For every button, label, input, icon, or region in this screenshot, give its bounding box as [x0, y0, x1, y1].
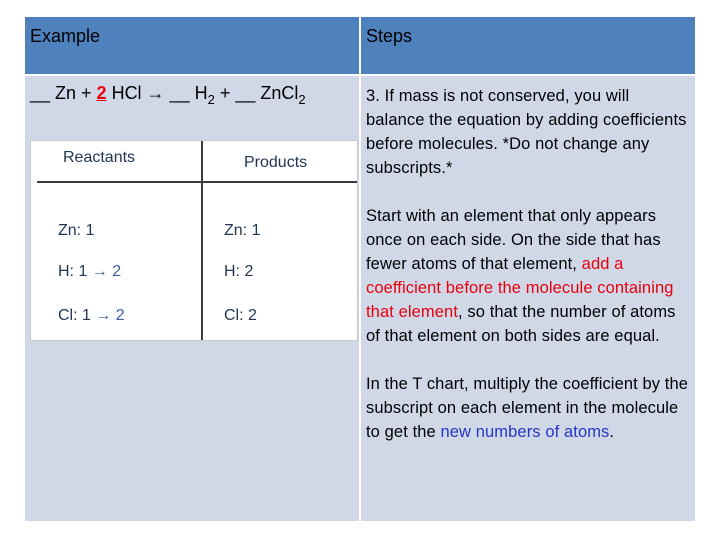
reactant-row: H: 1 → 2	[58, 263, 122, 280]
hcl-coefficient: 2	[96, 83, 107, 103]
h2-subscript: 2	[207, 92, 215, 107]
t-chart-horizontal-line	[37, 181, 357, 183]
step-paragraph-1: 3. If mass is not conserved, you will balance the equation by adding coefficients before molecules. *Do not change any subscripts.*	[366, 87, 687, 177]
reactant-row: Cl: 1 → 2	[58, 307, 125, 324]
equation-hcl-term: HCl → __ H	[106, 83, 208, 103]
reactants-heading: Reactants	[63, 149, 136, 166]
t-chart	[30, 140, 358, 341]
product-row: H: 2	[224, 263, 254, 280]
example-cell	[25, 76, 359, 521]
zncl2-subscript: 2	[298, 92, 306, 107]
steps-header-label: Steps	[366, 26, 413, 46]
t-chart-vertical-line	[201, 141, 203, 340]
highlight-red: add a coefficient before the molecule containing that element	[366, 255, 674, 321]
example-header-label: Example	[30, 26, 101, 46]
equation-zn-term: __ Zn +	[30, 83, 97, 103]
steps-text	[366, 84, 691, 468]
step-paragraph-2: Start with an element that only appears once on each side. On the side that has fewer atoms of that element, add a coefficient before the molecule containing that element, so that the number of atoms of that element on both sides are equal.	[366, 207, 676, 345]
steps-cell	[361, 76, 695, 521]
equation-zncl-term: + __ ZnCl	[214, 83, 299, 103]
chemical-equation	[30, 83, 306, 107]
step-paragraph-3: In the T chart, multiply the coefficient by the subscript on each element in the molecule to get the new numbers of atoms.	[366, 375, 689, 441]
steps-header	[361, 17, 695, 74]
example-header	[25, 17, 359, 74]
products-heading: Products	[244, 154, 308, 171]
product-row: Cl: 2	[224, 307, 257, 324]
highlight-blue: new numbers of atoms	[440, 423, 610, 441]
product-row: Zn: 1	[224, 222, 261, 239]
reactant-row: Zn: 1	[58, 222, 95, 239]
